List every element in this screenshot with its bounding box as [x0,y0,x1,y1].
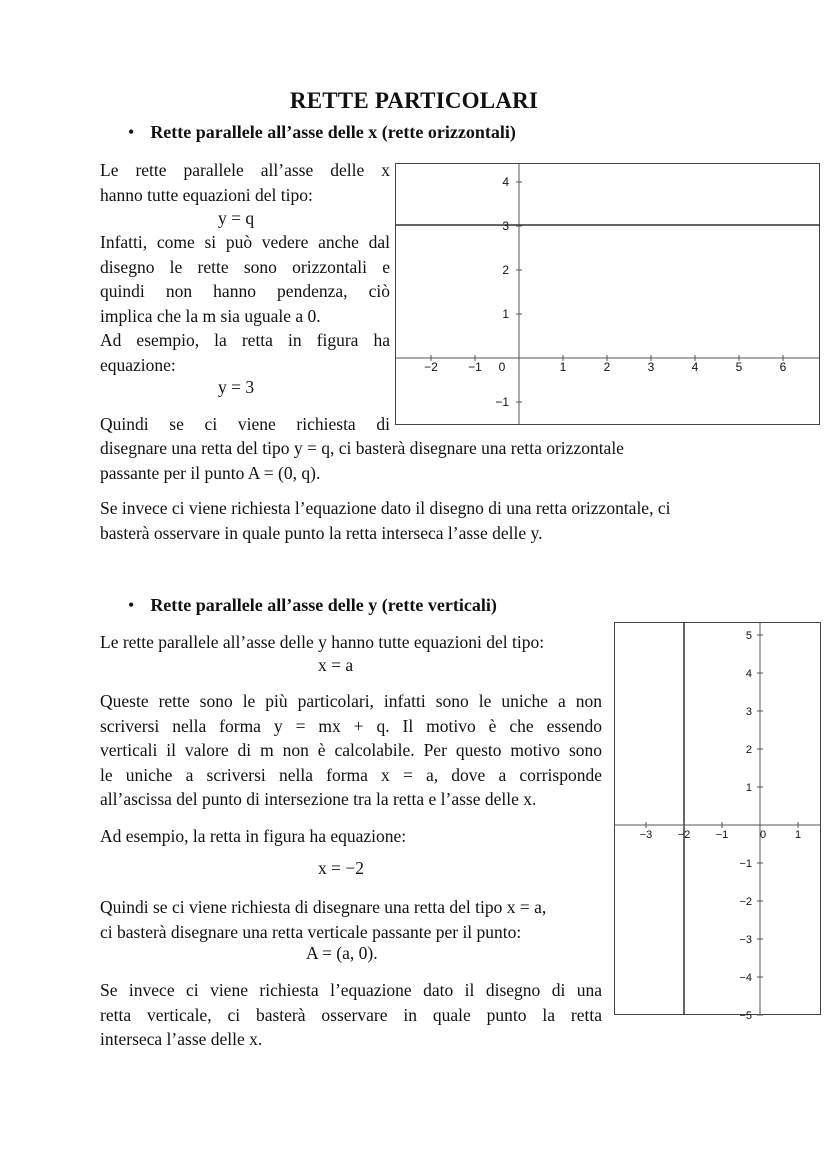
text-line: Quindi se ci viene richiesta di disegnare una retta del tipo x = a, [100,897,547,917]
section2-example [100,824,600,849]
equation-point-a: A = (a, 0). [306,943,378,963]
section2-para4 [100,895,602,944]
x-tick-label: 1 [794,829,802,841]
text-line: disegno le rette sono orizzontali e [100,256,390,277]
text-line: Le rette parallele all’asse delle x [100,160,390,180]
text-line: basterà osservare in quale punto la retta interseca l’asse delle y. [100,522,543,543]
section1-explanation [100,230,390,377]
text-line: all’ascissa del punto di intersezione tra la retta e l’asse delle x. [100,789,537,809]
y-tick-label: −2 [739,896,752,908]
text-line: Le rette parallele all’asse delle y hanno tutte equazioni del tipo: [100,632,545,652]
vertical-line-graph [614,622,821,1022]
x-tick-label: 1 [559,360,567,374]
y-tick-label: 2 [502,263,509,277]
x-tick-label: −1 [468,360,482,374]
text-line: equazione: [100,354,176,375]
section1-intro [100,158,390,207]
text-line: Se invece ci viene richiesta l’equazione dato il disegno di una [100,980,602,1000]
text-line: scriversi nella forma y = mx + q. Il motivo è che essendo [100,715,602,736]
text-line: retta verticale, ci basterà osservare in quale punto la retta [100,1004,602,1025]
text-line: interseca l’asse delle x. [100,1029,263,1049]
equation-y-3: y = 3 [218,377,255,397]
equation-x-a: x = a [318,655,354,675]
text-line: disegnare una retta del tipo y = q, ci basterà disegnare una retta orizzontale [100,438,624,458]
y-tick-label: 1 [745,782,752,794]
bullet-icon: • [128,122,135,142]
graph-frame [615,623,821,1015]
section1-para3-rest [100,436,740,485]
section2-para5 [100,978,602,1052]
section2-explanation [100,689,602,812]
text-line: Ad esempio, la retta in figura ha [100,330,390,350]
y-tick-label: 2 [745,744,752,756]
text-line: passante per il punto A = (0, q). [100,462,321,483]
text-line: Se invece ci viene richiesta l’equazione dato il disegno di una retta orizzontale, ci [100,498,671,518]
y-tick-label: 1 [502,307,509,321]
y-tick-label: 5 [745,630,752,642]
section2-intro [100,630,600,655]
section1-heading-row [128,122,516,143]
horizontal-line-graph [395,163,820,425]
y-tick-label: −1 [739,858,752,870]
y-tick-label: −3 [739,934,752,946]
section1-para3-first [100,412,390,437]
y-tick-label: 4 [745,668,752,680]
equation-x-minus-2: x = −2 [318,858,364,878]
text-line: hanno tutte equazioni del tipo: [100,184,313,205]
section2-heading: Rette parallele all’asse delle y (rette verticali) [150,595,497,615]
y-tick-label: 3 [502,219,509,233]
x-tick-label: 0 [498,360,506,374]
text-line: Ad esempio, la retta in figura ha equazione: [100,826,407,846]
text-line: Quindi se ci viene richiesta di [100,414,390,434]
y-tick-label: −1 [495,395,509,409]
text-line: Infatti, come si può vedere anche dal [100,232,390,252]
x-tick-label: −1 [715,829,729,841]
graph-frame [396,164,820,425]
x-tick-label: −3 [639,829,653,841]
y-tick-label: 3 [745,706,752,718]
x-tick-label: 2 [603,360,611,374]
x-tick-label: 0 [759,829,767,841]
text-line: Queste rette sono le più particolari, infatti sono le uniche a non [100,691,602,711]
y-tick-label: −5 [739,1010,752,1022]
x-tick-label: −2 [424,360,438,374]
text-line: implica che la m sia uguale a 0. [100,305,321,326]
y-tick-label: −4 [739,972,752,984]
x-tick-label: −2 [677,829,691,841]
section1-para4 [100,496,740,545]
x-tick-label: 5 [735,360,743,374]
page-title: RETTE PARTICOLARI [289,88,539,113]
x-tick-label: 4 [691,360,699,374]
y-tick-label: 4 [502,175,509,189]
x-tick-label: 3 [647,360,655,374]
equation-y-q: y = q [218,208,255,228]
bullet-icon: • [128,595,135,615]
x-tick-label: 6 [779,360,787,374]
text-line: le uniche a scriversi nella forma x = a, dove a corrisponde [100,764,602,785]
text-line: quindi non hanno pendenza, ciò [100,281,390,301]
section2-heading-row [128,595,497,616]
section1-heading: Rette parallele all’asse delle x (rette orizzontali) [150,122,516,142]
text-line: verticali il valore di m non è calcolabile. Per questo motivo sono [100,740,602,760]
text-line: ci basterà disegnare una retta verticale passante per il punto: [100,921,522,942]
